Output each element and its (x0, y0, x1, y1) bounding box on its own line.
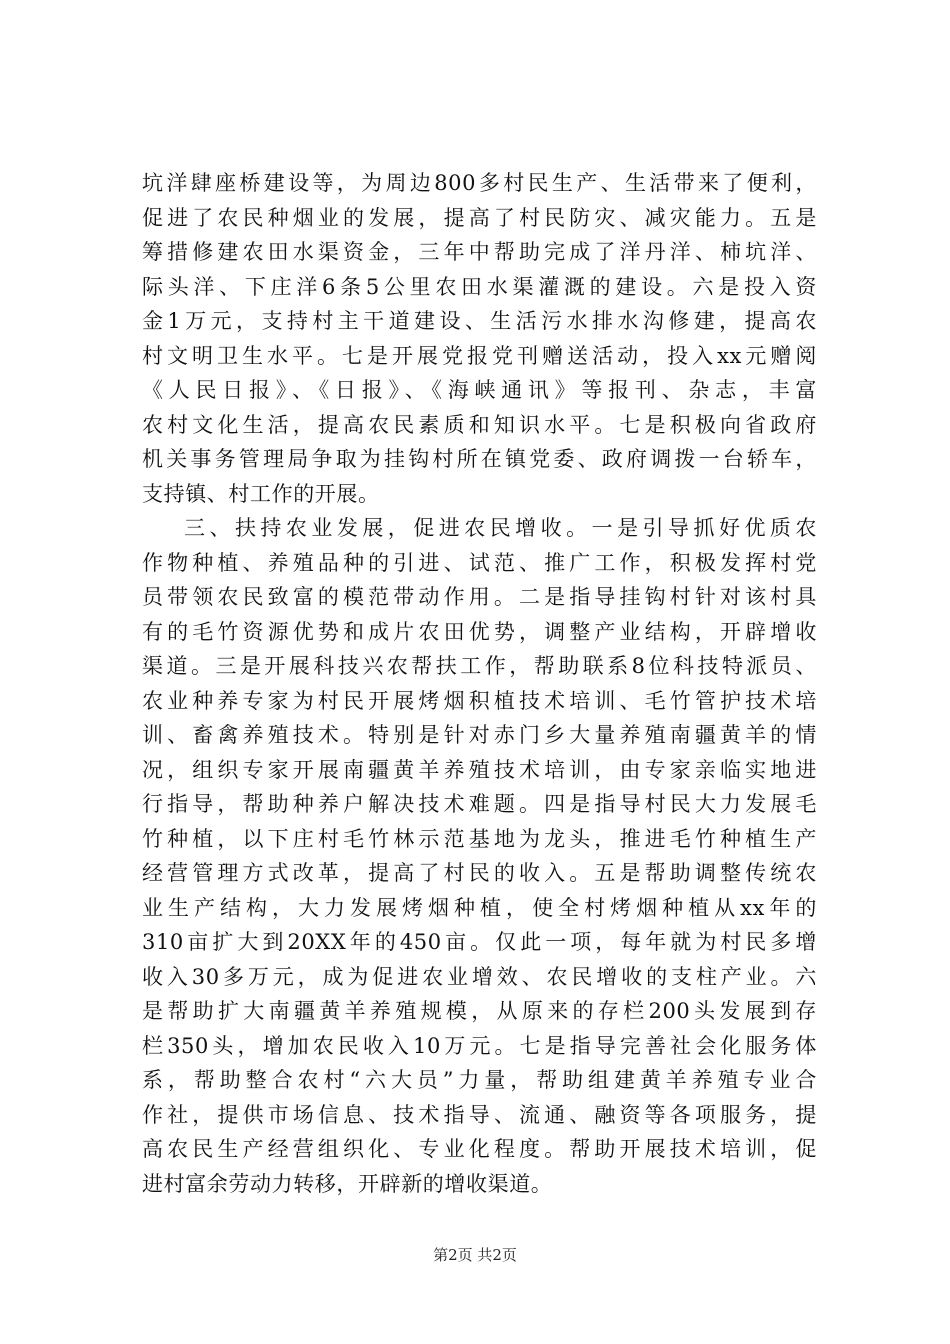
text-line: 有的毛竹资源优势和成片农田优势，调整产业结构，开辟增收 (142, 619, 817, 644)
text-line: 农村文化生活，提高农民素质和知识水平。七是积极向省政府 (142, 412, 817, 437)
text-line: 支持镇、村工作的开展。 (142, 481, 380, 506)
text-line: 业生产结构，大力发展烤烟种植，使全村烤烟种植从xx年的 (142, 895, 817, 920)
text-line: 筹措修建农田水渠资金，三年中帮助完成了洋丹洋、柿坑洋、 (142, 240, 817, 264)
text-line: 系，帮助整合农村“六大员”力量，帮助组建黄羊养殖专业合 (142, 1068, 817, 1092)
text-line: 310亩扩大到20XX年的450亩。仅此一项，每年就为村民多增 (142, 930, 817, 954)
text-line: 村文明卫生水平。七是开展党报党刊赠送活动，投入xx元赠阅 (142, 343, 817, 368)
paragraph (142, 511, 817, 1201)
text-line: 收入30多万元，成为促进农业增效、农民增收的支柱产业。六 (142, 964, 817, 989)
text-line: 训、畜禽养殖技术。特别是针对赤门乡大量养殖南疆黄羊的情 (142, 723, 817, 747)
text-line: 行指导，帮助种养户解决技术难题。四是指导村民大力发展毛 (142, 792, 817, 816)
text-line: 金1万元，支持村主干道建设、生活污水排水沟修建，提高农 (142, 309, 817, 333)
text-line: 渠道。三是开展科技兴农帮扶工作，帮助联系8位科技特派员、 (142, 654, 817, 678)
text-line: 《人民日报》、《日报》、《海峡通讯》等报刊、杂志，丰富 (142, 378, 817, 402)
text-line: 况，组织专家开展南疆黄羊养殖技术培训，由专家亲临实地进 (142, 757, 817, 782)
paragraph (142, 166, 817, 511)
page-footer: 第2页 共2页 (433, 1246, 517, 1264)
text-line: 经营管理方式改革，提高了村民的收入。五是帮助调整传统农 (142, 861, 817, 885)
text-line: 际头洋、下庄洋6条5公里农田水渠灌溉的建设。六是投入资 (142, 274, 817, 299)
text-line: 作物种植、养殖品种的引进、试范、推广工作，积极发挥村党 (142, 550, 817, 575)
text-line: 是帮助扩大南疆黄羊养殖规模，从原来的存栏200头发展到存 (142, 999, 817, 1023)
text-line: 竹种植，以下庄村毛竹林示范基地为龙头，推进毛竹种植生产 (142, 826, 817, 851)
text-line: 坑洋肆座桥建设等，为周边800多村民生产、生活带来了便利， (142, 171, 817, 195)
text-line: 进村富余劳动力转移，开辟新的增收渠道。 (142, 1171, 553, 1196)
text-line: 栏350头，增加农民收入10万元。七是指导完善社会化服务体 (142, 1033, 817, 1058)
document-body (142, 166, 817, 1201)
text-line: 三、扶持农业发展，促进农民增收。一是引导抓好优质农 (184, 516, 817, 540)
text-line: 促进了农民种烟业的发展，提高了村民防灾、减灾能力。五是 (142, 205, 817, 230)
text-line: 作社，提供市场信息、技术指导、流通、融资等各项服务，提 (142, 1102, 817, 1127)
text-line: 员带领农民致富的模范带动作用。二是指导挂钩村针对该村具 (142, 585, 817, 609)
text-line: 高农民生产经营组织化、专业化程度。帮助开展技术培训，促 (142, 1137, 817, 1161)
text-line: 机关事务管理局争取为挂钩村所在镇党委、政府调拨一台轿车， (142, 447, 817, 471)
text-line: 农业种养专家为村民开展烤烟积植技术培训、毛竹管护技术培 (142, 688, 817, 713)
